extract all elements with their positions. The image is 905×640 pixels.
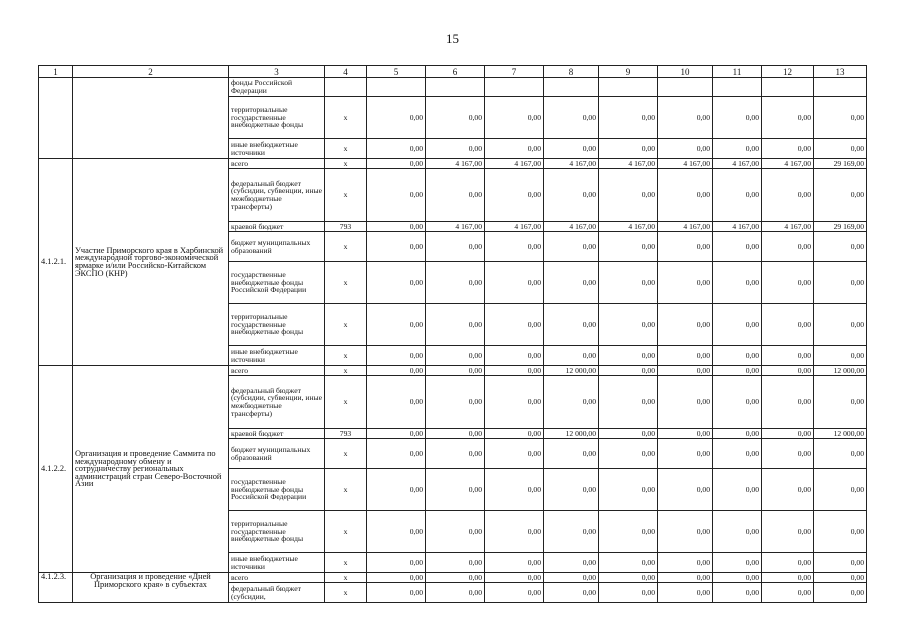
funding-source: всего	[229, 159, 325, 169]
amount-cell: 0,00	[762, 97, 814, 139]
grbs-code: x	[325, 469, 367, 511]
amount-cell: 0,00	[762, 169, 814, 222]
amount-cell: 4 167,00	[544, 222, 599, 232]
grbs-code: x	[325, 97, 367, 139]
amount-cell: 0,00	[426, 511, 485, 553]
amount-cell: 0,00	[426, 429, 485, 439]
amount-cell: 0,00	[658, 573, 713, 583]
amount-cell: 0,00	[485, 346, 544, 366]
column-header-9: 9	[599, 66, 658, 78]
amount-cell: 0,00	[713, 439, 762, 469]
amount-cell: 0,00	[485, 429, 544, 439]
table-row	[39, 78, 867, 97]
amount-cell: 12 000,00	[544, 429, 599, 439]
grbs-code: 793	[325, 222, 367, 232]
amount-cell: 0,00	[713, 469, 762, 511]
amount-cell: 0,00	[762, 429, 814, 439]
amount-cell: 0,00	[658, 139, 713, 159]
amount-cell: 0,00	[814, 139, 867, 159]
amount-cell: 0,00	[367, 139, 426, 159]
amount-cell: 0,00	[762, 376, 814, 429]
amount-cell: 0,00	[367, 376, 426, 429]
amount-cell: 0,00	[599, 366, 658, 376]
amount-cell: 0,00	[485, 573, 544, 583]
amount-cell: 0,00	[599, 376, 658, 429]
amount-cell: 0,00	[485, 169, 544, 222]
amount-cell: 4 167,00	[485, 159, 544, 169]
amount-cell: 0,00	[544, 97, 599, 139]
amount-cell: 0,00	[814, 169, 867, 222]
amount-cell: 0,00	[762, 232, 814, 262]
amount-cell: 0,00	[544, 304, 599, 346]
amount-cell: 12 000,00	[814, 366, 867, 376]
amount-cell: 0,00	[426, 553, 485, 573]
amount-cell: 0,00	[426, 439, 485, 469]
amount-cell: 0,00	[713, 573, 762, 583]
funding-source: краевой бюджет	[229, 222, 325, 232]
amount-cell: 29 169,00	[814, 159, 867, 169]
amount-cell: 0,00	[367, 97, 426, 139]
amount-cell: 0,00	[762, 573, 814, 583]
amount-cell: 0,00	[544, 553, 599, 573]
amount-cell: 0,00	[599, 304, 658, 346]
amount-cell	[485, 78, 544, 97]
amount-cell: 0,00	[367, 222, 426, 232]
amount-cell: 0,00	[658, 97, 713, 139]
amount-cell: 0,00	[599, 232, 658, 262]
amount-cell: 4 167,00	[762, 159, 814, 169]
amount-cell: 0,00	[599, 262, 658, 304]
amount-cell: 0,00	[367, 262, 426, 304]
amount-cell	[367, 78, 426, 97]
activity-name	[73, 78, 229, 159]
grbs-code: x	[325, 346, 367, 366]
amount-cell: 0,00	[762, 346, 814, 366]
amount-cell: 0,00	[544, 139, 599, 159]
amount-cell: 0,00	[485, 366, 544, 376]
amount-cell: 0,00	[367, 304, 426, 346]
amount-cell: 0,00	[658, 366, 713, 376]
column-header-12: 12	[762, 66, 814, 78]
activity-name: Участие Приморского края в Харбинской международной торгово-экономической ярмарке и/или Российско-Китайском ЭКСПО (КНР)	[73, 159, 229, 366]
amount-cell: 0,00	[544, 169, 599, 222]
column-header-13: 13	[814, 66, 867, 78]
column-header-10: 10	[658, 66, 713, 78]
amount-cell: 0,00	[814, 583, 867, 603]
amount-cell: 0,00	[658, 429, 713, 439]
amount-cell: 0,00	[599, 553, 658, 573]
amount-cell: 0,00	[367, 573, 426, 583]
amount-cell: 0,00	[485, 511, 544, 553]
grbs-code: x	[325, 511, 367, 553]
amount-cell: 0,00	[485, 583, 544, 603]
amount-cell: 0,00	[367, 169, 426, 222]
amount-cell	[658, 78, 713, 97]
amount-cell: 0,00	[544, 573, 599, 583]
amount-cell: 12 000,00	[544, 366, 599, 376]
amount-cell	[762, 78, 814, 97]
column-header-8: 8	[544, 66, 599, 78]
amount-cell: 0,00	[658, 304, 713, 346]
amount-cell: 0,00	[367, 553, 426, 573]
amount-cell: 0,00	[658, 262, 713, 304]
amount-cell: 4 167,00	[599, 159, 658, 169]
amount-cell: 0,00	[485, 262, 544, 304]
activity-code: 4.1.2.3.	[39, 573, 73, 603]
column-header-3: 3	[229, 66, 325, 78]
grbs-code: x	[325, 376, 367, 429]
grbs-code: x	[325, 573, 367, 583]
amount-cell: 0,00	[713, 429, 762, 439]
amount-cell: 0,00	[426, 232, 485, 262]
amount-cell: 0,00	[713, 553, 762, 573]
amount-cell: 0,00	[599, 511, 658, 553]
grbs-code: x	[325, 583, 367, 603]
grbs-code: 793	[325, 429, 367, 439]
column-header-6: 6	[426, 66, 485, 78]
amount-cell: 0,00	[658, 376, 713, 429]
amount-cell: 0,00	[658, 469, 713, 511]
amount-cell: 0,00	[713, 346, 762, 366]
funding-source: федеральный бюджет (субсидии,	[229, 583, 325, 603]
amount-cell	[599, 78, 658, 97]
funding-source: иные внебюджетные источники	[229, 346, 325, 366]
funding-source: государственные внебюджетные фонды Российской Федерации	[229, 262, 325, 304]
amount-cell: 0,00	[762, 553, 814, 573]
amount-cell: 0,00	[544, 232, 599, 262]
amount-cell: 29 169,00	[814, 222, 867, 232]
page-number: 15	[446, 31, 459, 46]
header-row	[39, 66, 867, 78]
column-header-1: 1	[39, 66, 73, 78]
amount-cell: 0,00	[713, 366, 762, 376]
funding-source: бюджет муниципальных образований	[229, 439, 325, 469]
amount-cell: 4 167,00	[658, 159, 713, 169]
amount-cell: 0,00	[814, 469, 867, 511]
amount-cell: 0,00	[713, 139, 762, 159]
amount-cell: 0,00	[762, 304, 814, 346]
activity-code	[39, 78, 73, 159]
amount-cell: 0,00	[485, 439, 544, 469]
column-header-5: 5	[367, 66, 426, 78]
activity-code: 4.1.2.2.	[39, 366, 73, 573]
grbs-code: x	[325, 159, 367, 169]
amount-cell: 0,00	[658, 346, 713, 366]
funding-source: территориальные государственные внебюджетные фонды	[229, 304, 325, 346]
amount-cell: 4 167,00	[713, 222, 762, 232]
amount-cell: 4 167,00	[426, 159, 485, 169]
amount-cell: 0,00	[599, 139, 658, 159]
grbs-code: x	[325, 553, 367, 573]
amount-cell	[544, 78, 599, 97]
amount-cell: 0,00	[544, 469, 599, 511]
amount-cell: 0,00	[762, 439, 814, 469]
activity-name: Организация и проведение «Дней Приморского края» в субъектах	[73, 573, 229, 603]
amount-cell: 0,00	[814, 376, 867, 429]
budget-table	[38, 65, 867, 603]
amount-cell: 0,00	[599, 97, 658, 139]
amount-cell: 0,00	[426, 169, 485, 222]
amount-cell: 0,00	[544, 583, 599, 603]
amount-cell: 0,00	[367, 511, 426, 553]
amount-cell: 4 167,00	[713, 159, 762, 169]
amount-cell: 0,00	[426, 366, 485, 376]
grbs-code: x	[325, 439, 367, 469]
amount-cell	[814, 78, 867, 97]
amount-cell: 0,00	[426, 573, 485, 583]
amount-cell: 0,00	[485, 139, 544, 159]
amount-cell: 0,00	[713, 232, 762, 262]
amount-cell: 0,00	[762, 583, 814, 603]
amount-cell: 0,00	[426, 376, 485, 429]
amount-cell: 0,00	[658, 232, 713, 262]
amount-cell: 4 167,00	[762, 222, 814, 232]
amount-cell: 0,00	[544, 346, 599, 366]
amount-cell: 0,00	[544, 511, 599, 553]
amount-cell: 0,00	[599, 573, 658, 583]
amount-cell: 0,00	[658, 583, 713, 603]
amount-cell: 0,00	[713, 583, 762, 603]
amount-cell: 0,00	[426, 97, 485, 139]
amount-cell	[713, 78, 762, 97]
amount-cell: 0,00	[814, 304, 867, 346]
amount-cell: 0,00	[367, 366, 426, 376]
amount-cell: 0,00	[713, 376, 762, 429]
amount-cell: 0,00	[485, 97, 544, 139]
amount-cell: 0,00	[426, 304, 485, 346]
funding-source: бюджет муниципальных образований	[229, 232, 325, 262]
activity-code: 4.1.2.1.	[39, 159, 73, 366]
amount-cell: 12 000,00	[814, 429, 867, 439]
grbs-code: x	[325, 262, 367, 304]
amount-cell: 0,00	[814, 553, 867, 573]
column-header-7: 7	[485, 66, 544, 78]
amount-cell: 0,00	[814, 97, 867, 139]
amount-cell: 0,00	[544, 262, 599, 304]
funding-source: всего	[229, 573, 325, 583]
amount-cell: 0,00	[762, 139, 814, 159]
funding-source: иные внебюджетные источники	[229, 553, 325, 573]
amount-cell: 0,00	[367, 439, 426, 469]
table-row	[39, 573, 867, 583]
amount-cell: 4 167,00	[485, 222, 544, 232]
funding-source: всего	[229, 366, 325, 376]
table-row	[39, 159, 867, 169]
amount-cell: 0,00	[762, 366, 814, 376]
amount-cell: 0,00	[658, 439, 713, 469]
amount-cell: 0,00	[762, 469, 814, 511]
amount-cell: 0,00	[814, 511, 867, 553]
grbs-code: x	[325, 139, 367, 159]
funding-source: иные внебюджетные источники	[229, 139, 325, 159]
funding-source: территориальные государственные внебюджетные фонды	[229, 511, 325, 553]
amount-cell: 0,00	[599, 346, 658, 366]
amount-cell: 0,00	[426, 346, 485, 366]
amount-cell: 0,00	[367, 429, 426, 439]
column-header-2: 2	[73, 66, 229, 78]
grbs-code	[325, 78, 367, 97]
amount-cell: 0,00	[762, 262, 814, 304]
amount-cell: 0,00	[814, 232, 867, 262]
amount-cell: 4 167,00	[544, 159, 599, 169]
funding-source: федеральный бюджет (субсидии, субвенции, иные межбюджетные трансферты)	[229, 169, 325, 222]
amount-cell: 4 167,00	[599, 222, 658, 232]
amount-cell: 0,00	[485, 376, 544, 429]
amount-cell: 0,00	[426, 469, 485, 511]
amount-cell: 0,00	[658, 169, 713, 222]
amount-cell: 0,00	[713, 304, 762, 346]
grbs-code: x	[325, 304, 367, 346]
amount-cell: 0,00	[658, 553, 713, 573]
grbs-code: x	[325, 366, 367, 376]
amount-cell: 0,00	[814, 346, 867, 366]
column-header-11: 11	[713, 66, 762, 78]
grbs-code: x	[325, 232, 367, 262]
amount-cell: 0,00	[658, 511, 713, 553]
amount-cell: 0,00	[599, 429, 658, 439]
amount-cell: 0,00	[485, 232, 544, 262]
funding-source: фонды Российской Федерации	[229, 78, 325, 97]
grbs-code: x	[325, 169, 367, 222]
amount-cell: 0,00	[426, 583, 485, 603]
amount-cell: 0,00	[485, 304, 544, 346]
amount-cell: 0,00	[367, 232, 426, 262]
amount-cell: 0,00	[814, 573, 867, 583]
amount-cell: 0,00	[713, 169, 762, 222]
amount-cell: 0,00	[485, 469, 544, 511]
funding-source: государственные внебюджетные фонды Российской Федерации	[229, 469, 325, 511]
table-row	[39, 366, 867, 376]
amount-cell: 0,00	[426, 139, 485, 159]
amount-cell: 0,00	[367, 583, 426, 603]
amount-cell: 0,00	[713, 97, 762, 139]
amount-cell: 0,00	[814, 439, 867, 469]
amount-cell: 0,00	[599, 583, 658, 603]
funding-source: краевой бюджет	[229, 429, 325, 439]
amount-cell: 0,00	[544, 376, 599, 429]
amount-cell: 0,00	[485, 553, 544, 573]
amount-cell: 0,00	[367, 469, 426, 511]
amount-cell: 0,00	[713, 262, 762, 304]
amount-cell: 0,00	[599, 469, 658, 511]
column-header-4: 4	[325, 66, 367, 78]
amount-cell: 0,00	[762, 511, 814, 553]
amount-cell: 4 167,00	[658, 222, 713, 232]
activity-name: Организация и проведение Саммита по международному обмену и сотрудничеству региональных администраций стран Северо-Восточной Азии	[73, 366, 229, 573]
amount-cell: 4 167,00	[426, 222, 485, 232]
amount-cell	[426, 78, 485, 97]
amount-cell: 0,00	[713, 511, 762, 553]
funding-source: федеральный бюджет (субсидии, субвенции, иные межбюджетные трансферты)	[229, 376, 325, 429]
amount-cell: 0,00	[544, 439, 599, 469]
amount-cell: 0,00	[814, 262, 867, 304]
amount-cell: 0,00	[599, 169, 658, 222]
amount-cell: 0,00	[367, 346, 426, 366]
amount-cell: 0,00	[367, 159, 426, 169]
funding-source: территориальные государственные внебюджетные фонды	[229, 97, 325, 139]
amount-cell: 0,00	[426, 262, 485, 304]
amount-cell: 0,00	[599, 439, 658, 469]
